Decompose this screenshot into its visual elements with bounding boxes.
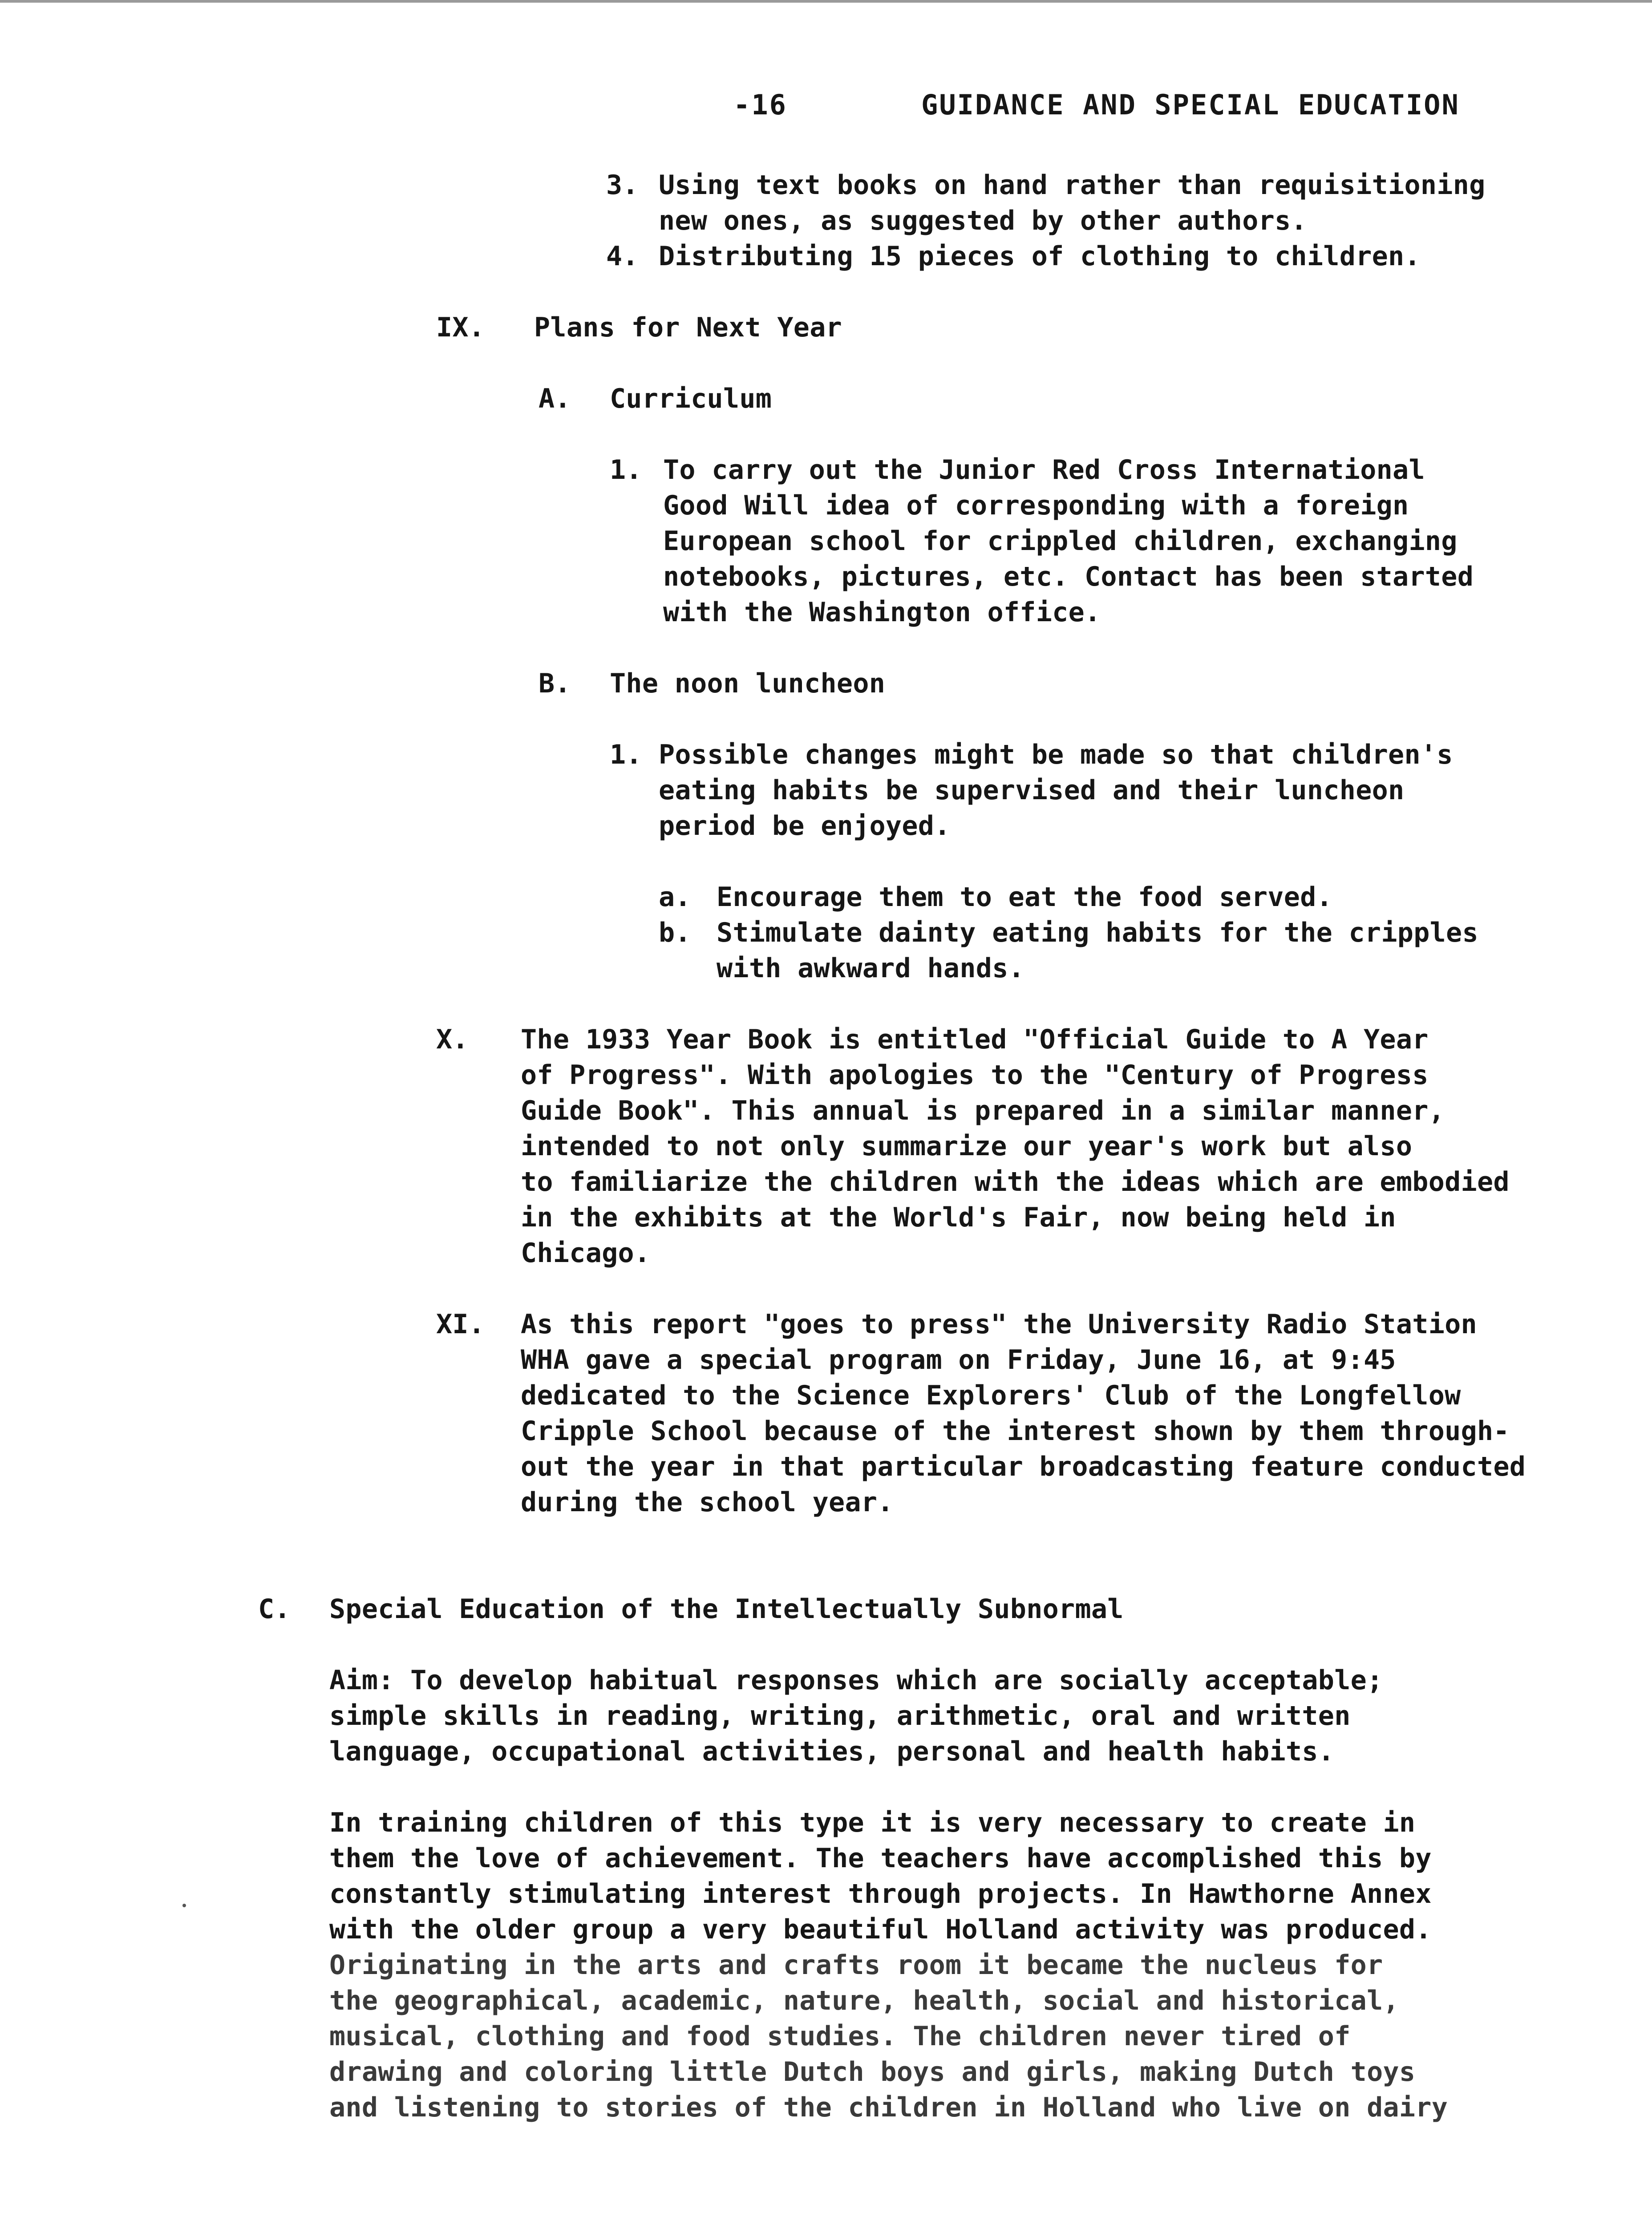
section-xi-line-6: during the school year. [521,1487,894,1518]
section-c-label: C. [258,1594,291,1625]
aim-line-2: simple skills in reading, writing, arithmetic, oral and written [329,1700,1351,1731]
subsection-a-title: Curriculum [610,383,772,414]
aim-line-1: Aim: To develop habitual responses which are socially acceptable; [329,1665,1383,1696]
section-x-line-6: in the exhibits at the World's Fair, now being held in [521,1202,1396,1233]
a-item-1-line-1: To carry out the Junior Red Cross International [663,454,1425,485]
item-3-number: 3. [606,170,639,201]
section-x-line-1: The 1933 Year Book is entitled "Official Guide to A Year [521,1024,1429,1055]
item-3-line-1: Using text books on hand rather than requisitioning [659,170,1486,201]
section-ix-number: IX. [436,312,485,343]
section-xi-line-5: out the year in that particular broadcasting feature conducted [521,1451,1526,1482]
page-number: -16 [733,89,787,121]
para-line-2: them the love of achievement. The teachers have accomplished this by [329,1843,1432,1874]
item-4-number: 4. [606,241,639,272]
a-item-1-line-5: with the Washington office. [663,597,1101,628]
b-subitem-b-line-2: with awkward hands. [717,953,1025,984]
b-item-1-line-3: period be enjoyed. [659,810,951,841]
section-x-line-3: Guide Book". This annual is prepared in a similar manner, [521,1095,1445,1126]
a-item-1-number: 1. [610,454,642,485]
b-item-1-number: 1. [610,739,642,770]
section-x-line-5: to familiarize the children with the ideas which are embodied [521,1166,1510,1197]
b-subitem-b-label: b. [659,917,691,948]
item-3-line-2: new ones, as suggested by other authors. [659,205,1307,236]
b-subitem-a-line-1: Encourage them to eat the food served. [717,882,1333,913]
section-x-line-2: of Progress". With apologies to the "Century of Progress [521,1060,1429,1091]
subsection-a-label: A. [539,383,571,414]
section-xi-line-4: Cripple School because of the interest shown by them through- [521,1416,1510,1447]
b-subitem-b-line-1: Stimulate dainty eating habits for the cripples [717,917,1478,948]
section-ix-title: Plans for Next Year [534,312,842,343]
para-line-8: drawing and coloring little Dutch boys and girls, making Dutch toys [329,2056,1416,2087]
scan-top-edge [0,0,1652,3]
a-item-1-line-2: Good Will idea of corresponding with a foreign [663,490,1409,521]
a-item-1-line-4: notebooks, pictures, etc. Contact has been started [663,561,1474,592]
section-x-number: X. [436,1024,469,1055]
aim-line-3: language, occupational activities, personal and health habits. [329,1736,1335,1767]
para-line-1: In training children of this type it is very necessary to create in [329,1807,1416,1838]
subsection-b-label: B. [539,668,571,699]
para-line-7: musical, clothing and food studies. The children never tired of [329,2021,1351,2052]
para-line-6: the geographical, academic, nature, health, social and historical, [329,1985,1399,2016]
section-xi-line-1: As this report "goes to press" the University Radio Station [521,1309,1477,1340]
a-item-1-line-3: European school for crippled children, exchanging [663,526,1458,557]
section-xi-line-3: dedicated to the Science Explorers' Club of the Longfellow [521,1380,1461,1411]
b-item-1-line-1: Possible changes might be made so that children's [659,739,1453,770]
section-x-line-4: intended to not only summarize our year's work but also [521,1131,1413,1162]
para-line-5: Originating in the arts and crafts room it became the nucleus for [329,1950,1383,1981]
subsection-b-title: The noon luncheon [610,668,886,699]
section-xi-line-2: WHA gave a special program on Friday, June 16, at 9:45 [521,1344,1396,1375]
section-xi-number: XI. [436,1309,485,1340]
section-x-line-7: Chicago. [521,1238,651,1269]
para-line-4: with the older group a very beautiful Holland activity was produced. [329,1914,1432,1945]
b-item-1-line-2: eating habits be supervised and their luncheon [659,775,1405,806]
para-line-3: constantly stimulating interest through projects. In Hawthorne Annex [329,1878,1432,1909]
section-c-title: Special Education of the Intellectually Subnormal [329,1594,1124,1625]
b-subitem-a-label: a. [659,882,691,913]
item-4-line-1: Distributing 15 pieces of clothing to children. [659,241,1421,272]
scan-speck [182,1904,186,1907]
running-title: GUIDANCE AND SPECIAL EDUCATION [921,89,1460,121]
para-line-9: and listening to stories of the children in Holland who live on dairy [329,2092,1448,2123]
